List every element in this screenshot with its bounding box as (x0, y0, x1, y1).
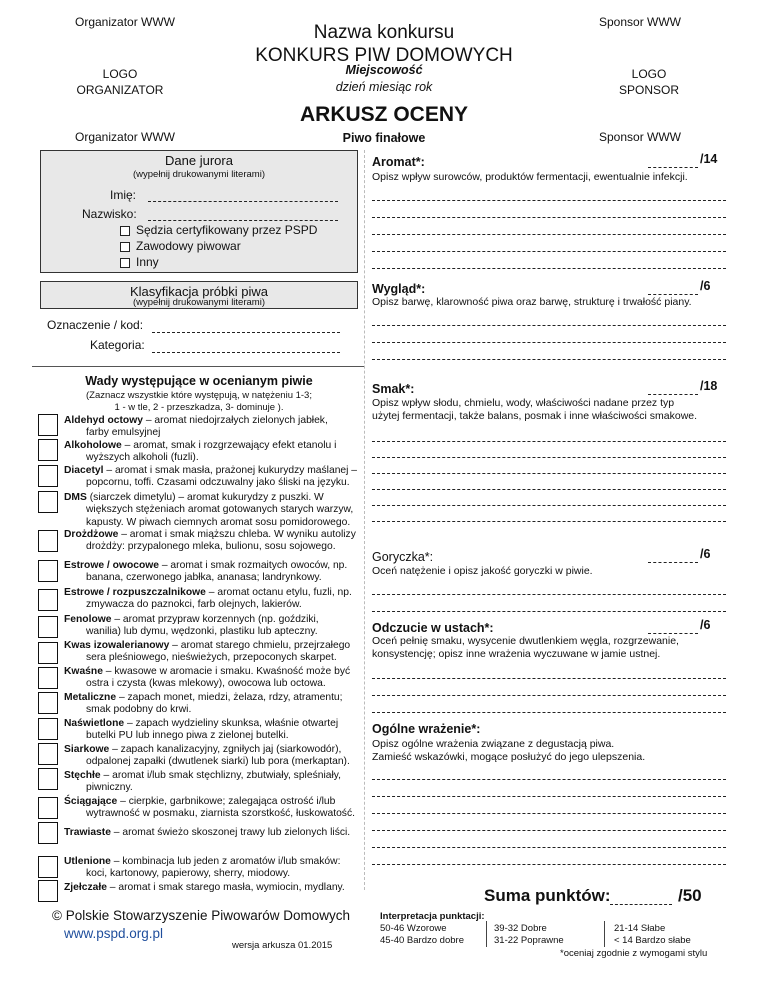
checkbox[interactable] (120, 258, 130, 268)
aroma-line[interactable] (372, 217, 726, 218)
overall-line[interactable] (372, 864, 726, 865)
fault-name: Aldehyd octowy (64, 415, 143, 426)
code-field[interactable] (152, 332, 340, 333)
fault-name: Alkoholowe (64, 440, 122, 451)
fault-checkbox-diacetyl[interactable] (38, 465, 58, 487)
fault-desc: – aromat octanu etylu, fuzli, np. (205, 587, 352, 598)
fault-name: Stęchłe (64, 770, 101, 781)
checkbox[interactable] (120, 226, 130, 236)
interp-item: 39-32 Dobre (494, 923, 547, 934)
flavor-line[interactable] (372, 505, 726, 506)
location: Miejscowość (345, 63, 423, 77)
fault-name: DMS (64, 492, 87, 503)
section-divider (32, 366, 364, 367)
bitterness-line[interactable] (372, 594, 726, 595)
flavor-line[interactable] (372, 521, 726, 522)
logo-sponsor-line1: LOGO (631, 67, 667, 81)
fault-desc: – aromat niedojrzałych zielonych jabłek, (142, 415, 328, 426)
column-divider (364, 150, 365, 890)
mouthfeel-line[interactable] (372, 678, 726, 679)
faults-title: Wady występujące w ocenianym piwie (85, 374, 313, 388)
mouthfeel-desc-1: Oceń pełnię smaku, wysycenie dwutlenkiem węgla, rozgrzewanie, (372, 635, 679, 647)
faults-instruction-2: 1 - w tle, 2 - przeszkadza, 3- dominuje ). (114, 402, 284, 413)
fault-desc: – aromat starego chmielu, przejrzałego (169, 640, 351, 651)
interp-item: 31-22 Poprawne (494, 935, 564, 946)
fault-name: Drożdżowe (64, 529, 119, 540)
fault-checkbox-rancid[interactable] (38, 880, 58, 902)
logo-organizer-line2: ORGANIZATOR (76, 83, 164, 97)
fault-desc: – aromat świeżo skoszonej trawy lub zielonych liści. (110, 827, 351, 838)
fault-name: Fenolowe (64, 614, 112, 625)
fault-checkbox-astringent[interactable] (38, 797, 58, 819)
appearance-score-field[interactable] (648, 294, 698, 295)
fault-desc: – kombinacja lub jeden z aromatów i/lub smaków: (110, 856, 341, 867)
fault-desc: – zapach monet, miedzi, żelaza, rdzy, atramentu; (116, 692, 343, 703)
checkbox[interactable] (120, 242, 130, 252)
fault-oxidized (64, 856, 364, 881)
flavor-line[interactable] (372, 489, 726, 490)
fault-alcohol (64, 440, 364, 465)
fault-grassy (64, 827, 364, 839)
fault-yeasty (64, 529, 364, 554)
organizer-www: Organizator WWW (75, 15, 176, 29)
fault-checkbox-phenolic[interactable] (38, 616, 58, 638)
judge-surname-field[interactable] (148, 220, 338, 221)
fault-checkbox-grassy[interactable] (38, 822, 58, 844)
bitterness-max: /6 (700, 547, 711, 561)
fault-checkbox-aldehyde[interactable] (38, 414, 58, 436)
bitterness-score-field[interactable] (648, 562, 698, 563)
judge-name-field[interactable] (148, 201, 338, 202)
fault-desc: (siarczek dimetylu) – aromat kukurydzy z puszki. W (86, 492, 324, 503)
fault-dms (64, 492, 364, 529)
fault-checkbox-dms[interactable] (38, 491, 58, 513)
flavor-desc-2: użytej fermentacji, także balans, posmak i inne właściwości smakowe. (372, 410, 698, 422)
sponsor-www: Sponsor WWW (599, 15, 682, 29)
flavor-line[interactable] (372, 457, 726, 458)
fault-desc-cont: koci, kartonowy, papierowy, sherry, miodowy. (86, 868, 291, 880)
interp-col-2 (494, 923, 564, 947)
fault-desc: – aromat i smak starego masła, wymiocin, mydlany. (106, 882, 345, 893)
appearance-max: /6 (700, 279, 711, 293)
total-max: /50 (678, 886, 702, 905)
overall-desc-2: Zamieść wskazówki, mogące posłużyć do jego ulepszenia. (372, 751, 646, 763)
overall-title: Ogólne wrażenie*: (372, 722, 481, 736)
fault-desc: – zapach kanalizacyjny, zgniłych jaj (siarkowodór), (109, 744, 342, 755)
fault-desc-cont: większych stężeniach aromat gotowanych starych warzyw, (86, 504, 354, 516)
logo-organizer (60, 66, 180, 98)
overall-line[interactable] (372, 830, 726, 831)
fault-desc-cont: banana, czerwonego jabłka, ananasa; landrynkowy. (86, 572, 322, 584)
code-label: Oznaczenie / kod: (47, 318, 144, 332)
bitterness-line[interactable] (372, 611, 726, 612)
overall-line[interactable] (372, 813, 726, 814)
flavor-title: Smak*: (372, 382, 415, 396)
fault-aldehyde (64, 415, 364, 440)
interp-col-3 (614, 923, 691, 947)
fault-desc: – zapach wydzieliny skunksa, właśnie otwartej (124, 718, 339, 729)
fault-checkbox-oxidized[interactable] (38, 856, 58, 878)
fault-desc-cont: piwniczny. (86, 782, 133, 794)
footer-note: *oceniaj zgodnie z wymogami stylu (560, 948, 708, 959)
copyright: © Polskie Stowarzyszenie Piwowarów Domowych (52, 908, 351, 923)
interp-item: < 14 Bardzo słabe (614, 935, 691, 946)
fault-astringent (64, 796, 364, 821)
category-field[interactable] (152, 352, 340, 353)
aroma-desc: Opisz wpływ surowców, produktów fermentacji, ewentualnie infekcji. (372, 171, 688, 183)
fault-checkbox-metallic[interactable] (38, 692, 58, 714)
option-professional[interactable] (120, 238, 317, 254)
interp-col-1 (380, 923, 464, 947)
fault-solvent (64, 587, 364, 612)
mouthfeel-line[interactable] (372, 695, 726, 696)
judge-note: (wypełnij drukowanymi literami) (133, 169, 265, 180)
contest-title: KONKURS PIW DOMOWYCH (255, 45, 513, 66)
aroma-line[interactable] (372, 234, 726, 235)
flavor-desc-1: Opisz wpływ słodu, chmielu, wody, właściwości nadane przez typ (372, 397, 675, 409)
fault-desc: – cierpkie, garbnikowe; zalegająca ostrość i/lub (117, 796, 336, 807)
bitterness-title: Goryczka*: (372, 550, 434, 564)
flavor-score-field[interactable] (648, 394, 698, 395)
overall-line[interactable] (372, 847, 726, 848)
fault-name: Trawiaste (64, 827, 111, 838)
bitterness-desc: Oceń natężenie i opisz jakość goryczki w piwie. (372, 565, 593, 577)
judge-surname-label: Nazwisko: (82, 207, 137, 221)
organizer-www-2: Organizator WWW (75, 130, 176, 144)
faults-instruction-1: (Zaznacz wszystkie które występują, w natężeniu 1-3; (86, 390, 312, 401)
classification-note: (wypełnij drukowanymi literami) (133, 297, 265, 308)
appearance-line[interactable] (372, 325, 726, 326)
fault-desc: – aromat i/lub smak stęchlizny, zbutwiały, spleśniały, (100, 770, 341, 781)
fault-name: Metaliczne (64, 692, 117, 703)
fault-diacetyl (64, 465, 364, 490)
classification-title: Klasyfikacja próbki piwa (129, 284, 268, 299)
aroma-line[interactable] (372, 268, 726, 269)
fault-metallic (64, 692, 364, 717)
sponsor-www-2: Sponsor WWW (599, 130, 682, 144)
appearance-line[interactable] (372, 359, 726, 360)
fault-desc-cont: ostra i czysta (kwas mlekowy), owocowa lub octowa. (86, 678, 326, 690)
mouthfeel-score-field[interactable] (648, 633, 698, 634)
fault-desc-cont: kapusty. W piwach ciemnych aromat sosu pomidorowego. (86, 516, 351, 528)
logo-organizer-line1: LOGO (102, 67, 138, 81)
option-other[interactable] (120, 254, 317, 270)
fault-desc-cont: sera pleśniowego, nieświeżych, przepoconych skarpet. (86, 652, 337, 664)
fault-checkbox-alcohol[interactable] (38, 439, 58, 461)
fault-rancid (64, 882, 364, 894)
fault-desc-cont: farby emulsyjnej (86, 427, 161, 439)
fault-skunky (64, 718, 364, 743)
overall-line[interactable] (372, 796, 726, 797)
option-certified[interactable] (120, 222, 317, 238)
appearance-title: Wygląd*: (372, 282, 426, 296)
total-score-field[interactable] (610, 904, 672, 905)
interp-item: 21-14 Słabe (614, 923, 666, 934)
fault-name: Ściągające (64, 796, 118, 807)
judge-options (120, 222, 317, 270)
aroma-line[interactable] (372, 251, 726, 252)
fault-checkbox-musty[interactable] (38, 768, 58, 790)
total-label: Suma punktów: (484, 886, 611, 905)
aroma-title: Aromat*: (372, 155, 425, 169)
fault-sulfur (64, 744, 364, 769)
interp-item: 50-46 Wzorowe (380, 923, 447, 934)
fault-desc-cont: odpalonej zapałki (dwutlenek siarki) lub pora (merkaptan). (86, 756, 350, 768)
sheet-title: ARKUSZ OCENY (299, 103, 468, 126)
mouthfeel-desc-2: konsystencję; opisz inne wrażenia wyczuwane w jamie ustnej. (372, 648, 661, 660)
fault-name: Estrowe / rozpuszczalnikowe (64, 587, 206, 598)
fault-desc: – aromat i smak masła, prażonej kukurydzy maślanej – (103, 465, 358, 476)
flavor-line[interactable] (372, 473, 726, 474)
fault-isovaleric (64, 640, 364, 665)
interp-divider (604, 921, 605, 947)
logo-sponsor (594, 66, 704, 98)
mouthfeel-line[interactable] (372, 712, 726, 713)
fault-phenolic (64, 614, 364, 639)
fault-desc-cont: wytrawność w posmaku, ziarnista szorstkość, łuskowatość. (86, 808, 355, 820)
interp-item: 45-40 Bardzo dobre (380, 935, 464, 946)
judge-name-label: Imię: (110, 188, 137, 202)
fault-checkbox-skunky[interactable] (38, 718, 58, 740)
fault-checkbox-solvent[interactable] (38, 589, 58, 611)
interp-title: Interpretacja punktacji: (380, 911, 485, 922)
fault-checkbox-fruity[interactable] (38, 560, 58, 582)
aroma-line[interactable] (372, 200, 726, 201)
sheet-version: wersja arkusza 01.2015 (232, 940, 333, 951)
fault-desc-cont: smak podobny do krwi. (86, 704, 192, 716)
fault-desc-cont: drożdży: przypalonego mleka, bulionu, sosu sojowego. (86, 541, 336, 553)
fault-desc-cont: wyższych alkoholi (fuzli). (86, 452, 199, 464)
fault-desc-cont: wanilia) lub dymu, wędzonki, plastiku lub apteczny. (86, 626, 318, 638)
fault-checkbox-yeasty[interactable] (38, 530, 58, 552)
category-label: Kategoria: (90, 338, 145, 352)
mouthfeel-max: /6 (700, 618, 711, 632)
fault-name: Siarkowe (64, 744, 110, 755)
overall-desc-1: Opisz ogólne wrażenia związane z degustacją piwa. (372, 738, 615, 750)
aroma-max: /14 (700, 152, 718, 166)
overall-line[interactable] (372, 779, 726, 780)
flavor-max: /18 (700, 379, 718, 393)
contest-name: Nazwa konkursu (313, 22, 455, 43)
fault-checkbox-sour[interactable] (38, 667, 58, 689)
fault-checkbox-sulfur[interactable] (38, 743, 58, 765)
aroma-score-field[interactable] (648, 167, 698, 168)
interp-divider (486, 921, 487, 947)
fault-desc: – aromat i smak rozmaitych owoców, np. (158, 560, 348, 571)
fault-name: Kwaśne (64, 666, 103, 677)
fault-desc-cont: popcornu, toffi. Czasami odczuwalny jako śliski na języku. (86, 477, 350, 489)
fault-fruity (64, 560, 364, 585)
judge-title: Dane jurora (165, 153, 233, 168)
mouthfeel-title: Odczucie w ustach*: (372, 621, 494, 635)
fault-checkbox-isovaleric[interactable] (38, 642, 58, 664)
fault-desc: – aromat przypraw korzennych (np. goździki, (111, 614, 319, 625)
fault-name: Diacetyl (64, 465, 104, 476)
fault-desc-cont: butelki PU lub innego piwa z zielonej butelki. (86, 730, 289, 742)
logo-sponsor-line2: SPONSOR (618, 83, 679, 97)
fault-desc-cont: zmywacza do paznokci, farb olejnych, lakierów. (86, 599, 302, 611)
fault-name: Kwas izowalerianowy (64, 640, 170, 651)
website-link[interactable]: www.pspd.org.pl (64, 926, 164, 941)
fault-sour (64, 666, 364, 691)
fault-desc: – kwasowe w aromacie i smaku. Kwaśność może być (102, 666, 351, 677)
fault-name: Naświetlone (64, 718, 125, 729)
date: dzień miesiąc rok (335, 80, 433, 94)
flavor-line[interactable] (372, 441, 726, 442)
fault-name: Utlenione (64, 856, 111, 867)
fault-desc: – aromat i smak miąższu chleba. W wyniku autolizy (118, 529, 356, 540)
fault-desc: – aromat, smak i rozgrzewający efekt etanolu i (121, 440, 337, 451)
option-professional-label: Zawodowy piwowar (136, 239, 241, 253)
fault-musty (64, 770, 364, 795)
round-label: Piwo finałowe (342, 131, 426, 145)
option-certified-label: Sędzia certyfikowany przez PSPD (136, 223, 318, 237)
fault-name: Estrowe / owocowe (64, 560, 159, 571)
appearance-desc: Opisz barwę, klarowność piwa oraz barwę, strukturę i trwałość piany. (372, 296, 692, 308)
fault-name: Zjełczałe (64, 882, 107, 893)
appearance-line[interactable] (372, 342, 726, 343)
option-other-label: Inny (136, 255, 159, 269)
